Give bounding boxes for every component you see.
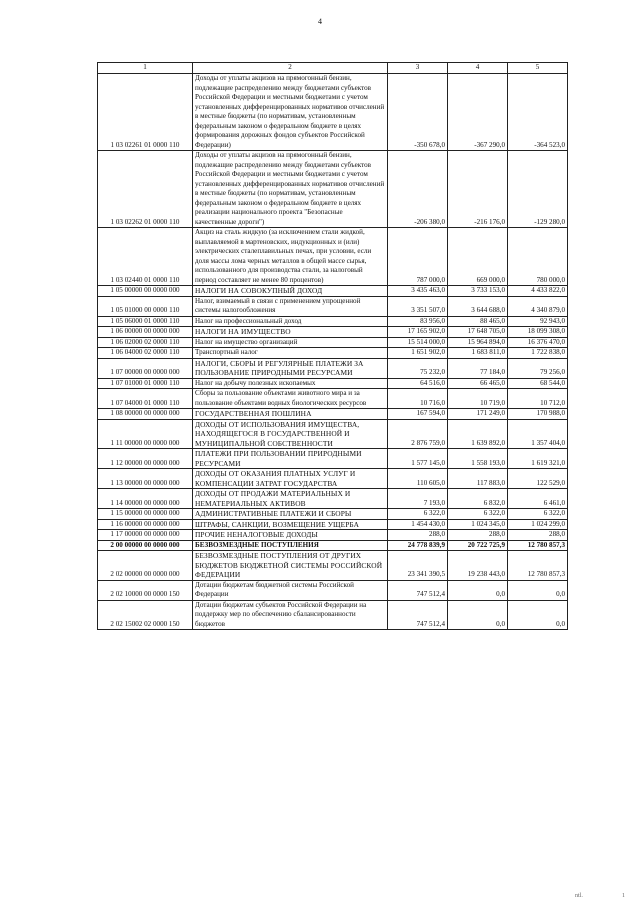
amount-col5-cell: 0,0: [508, 580, 568, 600]
amount-col3-cell: 3 351 507,0: [388, 296, 448, 316]
amount-col3-cell: 24 778 839,9: [388, 540, 448, 551]
amount-col5-cell: 10 712,0: [508, 389, 568, 409]
amount-col5-cell: 79 256,0: [508, 358, 568, 378]
revenue-name-cell: НАЛОГИ НА ИМУЩЕСТВО: [193, 327, 388, 338]
revenue-name-cell: Акциз на сталь жидкую (за исключением стали жидкой, выплавляемой в мартеновских, индукционных и (или) электрических сталеплавильных печах, при условии, если доля массы лома черных металлов в общей массе сырья, использованного для производства стали, за налоговый период составляет не менее 80 процентов): [193, 228, 388, 286]
footer-mark: 1: [622, 893, 625, 899]
amount-col3-cell: 3 435 463,0: [388, 286, 448, 297]
table-row: [98, 74, 568, 151]
revenue-name-cell: Налог на добычу полезных ископаемых: [193, 378, 388, 389]
budget-code-cell: 1 11 00000 00 0000 000: [98, 419, 193, 449]
amount-col4-cell: 88 465,0: [448, 316, 508, 327]
table-row: [98, 551, 568, 581]
amount-col3-cell: 747 512,4: [388, 580, 448, 600]
table-row: [98, 409, 568, 420]
amount-col3-cell: 747 512,4: [388, 600, 448, 630]
table-row: [98, 580, 568, 600]
amount-col5-cell: 18 099 308,0: [508, 327, 568, 338]
amount-col4-cell: 0,0: [448, 600, 508, 630]
column-header: 2: [193, 63, 388, 74]
revenue-name-cell: ПЛАТЕЖИ ПРИ ПОЛЬЗОВАНИИ ПРИРОДНЫМИ РЕСУРСАМИ: [193, 449, 388, 469]
amount-col3-cell: 787 000,0: [388, 228, 448, 286]
amount-col5-cell: 6 461,0: [508, 489, 568, 509]
amount-col3-cell: -206 380,0: [388, 151, 448, 228]
amount-col3-cell: 1 454 430,0: [388, 519, 448, 530]
amount-col4-cell: 669 000,0: [448, 228, 508, 286]
revenue-name-cell: Налог, взимаемый в связи с применением упрощенной системы налогообложения: [193, 296, 388, 316]
amount-col4-cell: -367 290,0: [448, 74, 508, 151]
amount-col4-cell: 17 648 705,0: [448, 327, 508, 338]
amount-col3-cell: 7 193,0: [388, 489, 448, 509]
table-row: [98, 348, 568, 359]
revenue-name-cell: Доходы от уплаты акцизов на прямогонный бензин, подлежащие распределению между бюджетами субъектов Российской Федерации и местными бюджетами с учетом установленных дифференцированных нормативов отчислений в местные бюджеты (по нормативам, установленным федеральным законом о федеральном бюджете в целях формирования дорожных фондов субъектов Российской Федерации): [193, 74, 388, 151]
budget-code-cell: 1 15 00000 00 0000 000: [98, 509, 193, 520]
amount-col3-cell: 1 577 145,0: [388, 449, 448, 469]
budget-revenue-table: [97, 62, 568, 630]
amount-col4-cell: 66 465,0: [448, 378, 508, 389]
table-row: [98, 316, 568, 327]
budget-code-cell: 1 05 01000 00 0000 110: [98, 296, 193, 316]
budget-code-cell: 1 16 00000 00 0000 000: [98, 519, 193, 530]
amount-col4-cell: 171 249,0: [448, 409, 508, 420]
budget-code-cell: 1 07 04000 01 0000 110: [98, 389, 193, 409]
table-row: [98, 509, 568, 520]
table-body: [98, 74, 568, 630]
table-row: [98, 151, 568, 228]
amount-col5-cell: 4 340 879,0: [508, 296, 568, 316]
page-number: 4: [318, 17, 322, 26]
amount-col3-cell: 23 341 390,5: [388, 551, 448, 581]
amount-col3-cell: 167 594,0: [388, 409, 448, 420]
revenue-name-cell: АДМИНИСТРАТИВНЫЕ ПЛАТЕЖИ И СБОРЫ: [193, 509, 388, 520]
table-row: [98, 228, 568, 286]
revenue-name-cell: Сборы за пользование объектами животного мира и за пользование объектами водных биологических ресурсов: [193, 389, 388, 409]
amount-col4-cell: 117 883,0: [448, 469, 508, 489]
budget-code-cell: 1 06 04000 02 0000 110: [98, 348, 193, 359]
amount-col4-cell: 288,0: [448, 530, 508, 541]
revenue-name-cell: ШТРАФЫ, САНКЦИИ, ВОЗМЕЩЕНИЕ УЩЕРБА: [193, 519, 388, 530]
revenue-name-cell: Дотации бюджетам бюджетной системы Российской Федерации: [193, 580, 388, 600]
amount-col5-cell: 4 433 822,0: [508, 286, 568, 297]
budget-code-cell: 1 07 00000 00 0000 000: [98, 358, 193, 378]
table-row: [98, 286, 568, 297]
revenue-name-cell: БЕЗВОЗМЕЗДНЫЕ ПОСТУПЛЕНИЯ: [193, 540, 388, 551]
amount-col3-cell: 6 322,0: [388, 509, 448, 520]
amount-col5-cell: 170 988,0: [508, 409, 568, 420]
table-row: [98, 519, 568, 530]
amount-col3-cell: 64 516,0: [388, 378, 448, 389]
amount-col5-cell: 122 529,0: [508, 469, 568, 489]
amount-col4-cell: 1 639 892,0: [448, 419, 508, 449]
revenue-name-cell: ГОСУДАРСТВЕННАЯ ПОШЛИНА: [193, 409, 388, 420]
amount-col5-cell: 68 544,0: [508, 378, 568, 389]
column-header: 5: [508, 63, 568, 74]
amount-col4-cell: 20 722 725,9: [448, 540, 508, 551]
column-header: 4: [448, 63, 508, 74]
amount-col3-cell: 83 956,0: [388, 316, 448, 327]
revenue-name-cell: ПРОЧИЕ НЕНАЛОГОВЫЕ ДОХОДЫ: [193, 530, 388, 541]
amount-col5-cell: 780 000,0: [508, 228, 568, 286]
budget-code-cell: 1 14 00000 00 0000 000: [98, 489, 193, 509]
revenue-name-cell: Доходы от уплаты акцизов на прямогонный бензин, подлежащие распределению между бюджетами субъектов Российской Федерации и местными бюджетами с учетом установленных дифференцированных нормативов отчислений в местные бюджеты (по нормативам, установленным федеральным законом о федеральном бюджете в целях реализации национального проекта "Безопасные качественные дороги"): [193, 151, 388, 228]
amount-col5-cell: 1 357 404,0: [508, 419, 568, 449]
table-row: [98, 469, 568, 489]
amount-col4-cell: -216 176,0: [448, 151, 508, 228]
amount-col3-cell: 15 514 000,0: [388, 337, 448, 348]
amount-col5-cell: 1 024 299,0: [508, 519, 568, 530]
table-row: [98, 530, 568, 541]
amount-col5-cell: 12 780 857,3: [508, 540, 568, 551]
amount-col4-cell: 77 184,0: [448, 358, 508, 378]
table-row: [98, 449, 568, 469]
amount-col4-cell: 3 733 153,0: [448, 286, 508, 297]
amount-col4-cell: 6 322,0: [448, 509, 508, 520]
revenue-name-cell: ДОХОДЫ ОТ ОКАЗАНИЯ ПЛАТНЫХ УСЛУГ И КОМПЕНСАЦИИ ЗАТРАТ ГОСУДАРСТВА: [193, 469, 388, 489]
budget-code-cell: 2 02 10000 00 0000 150: [98, 580, 193, 600]
revenue-name-cell: Налог на имущество организаций: [193, 337, 388, 348]
budget-code-cell: 1 17 00000 00 0000 000: [98, 530, 193, 541]
revenue-name-cell: ДОХОДЫ ОТ ПРОДАЖИ МАТЕРИАЛЬНЫХ И НЕМАТЕРИАЛЬНЫХ АКТИВОВ: [193, 489, 388, 509]
footer-mark: ntl.: [575, 893, 583, 899]
column-header: 1: [98, 63, 193, 74]
amount-col4-cell: 6 832,0: [448, 489, 508, 509]
amount-col5-cell: 6 322,0: [508, 509, 568, 520]
amount-col3-cell: 17 165 902,0: [388, 327, 448, 338]
amount-col5-cell: -129 280,0: [508, 151, 568, 228]
amount-col4-cell: 3 644 688,0: [448, 296, 508, 316]
budget-code-cell: 1 08 00000 00 0000 000: [98, 409, 193, 420]
amount-col3-cell: -350 678,0: [388, 74, 448, 151]
table-row: [98, 296, 568, 316]
budget-code-cell: 1 05 00000 00 0000 000: [98, 286, 193, 297]
revenue-name-cell: БЕЗВОЗМЕЗДНЫЕ ПОСТУПЛЕНИЯ ОТ ДРУГИХ БЮДЖЕТОВ БЮДЖЕТНОЙ СИСТЕМЫ РОССИЙСКОЙ ФЕДЕРАЦИИ: [193, 551, 388, 581]
table-row: [98, 378, 568, 389]
revenue-name-cell: Транспортный налог: [193, 348, 388, 359]
amount-col4-cell: 10 719,0: [448, 389, 508, 409]
revenue-name-cell: Налог на профессиональный доход: [193, 316, 388, 327]
budget-code-cell: 1 06 02000 02 0000 110: [98, 337, 193, 348]
budget-code-cell: 1 03 02262 01 0000 110: [98, 151, 193, 228]
amount-col4-cell: 0,0: [448, 580, 508, 600]
amount-col4-cell: 1 558 193,0: [448, 449, 508, 469]
amount-col4-cell: 15 964 894,0: [448, 337, 508, 348]
amount-col3-cell: 10 716,0: [388, 389, 448, 409]
revenue-name-cell: НАЛОГИ, СБОРЫ И РЕГУЛЯРНЫЕ ПЛАТЕЖИ ЗА ПОЛЬЗОВАНИЕ ПРИРОДНЫМИ РЕСУРСАМИ: [193, 358, 388, 378]
budget-code-cell: 1 12 00000 00 0000 000: [98, 449, 193, 469]
revenue-name-cell: Дотации бюджетам субъектов Российской Федерации на поддержку мер по обеспечению сбалансированности бюджетов: [193, 600, 388, 630]
budget-code-cell: 1 13 00000 00 0000 000: [98, 469, 193, 489]
budget-code-cell: 1 03 02261 01 0000 110: [98, 74, 193, 151]
budget-code-cell: 2 00 00000 00 0000 000: [98, 540, 193, 551]
amount-col5-cell: 16 376 470,0: [508, 337, 568, 348]
table-row: [98, 327, 568, 338]
table-row: [98, 540, 568, 551]
budget-code-cell: 1 07 01000 01 0000 110: [98, 378, 193, 389]
amount-col5-cell: 1 722 838,0: [508, 348, 568, 359]
amount-col5-cell: -364 523,0: [508, 74, 568, 151]
amount-col5-cell: 1 619 321,0: [508, 449, 568, 469]
amount-col4-cell: 1 683 811,0: [448, 348, 508, 359]
amount-col3-cell: 110 605,0: [388, 469, 448, 489]
table-row: [98, 389, 568, 409]
amount-col3-cell: 75 232,0: [388, 358, 448, 378]
amount-col3-cell: 288,0: [388, 530, 448, 541]
budget-code-cell: 1 05 06000 01 0000 110: [98, 316, 193, 327]
budget-code-cell: 1 06 00000 00 0000 000: [98, 327, 193, 338]
amount-col5-cell: 0,0: [508, 600, 568, 630]
table-row: [98, 358, 568, 378]
amount-col4-cell: 19 238 443,0: [448, 551, 508, 581]
table-row: [98, 489, 568, 509]
amount-col5-cell: 288,0: [508, 530, 568, 541]
amount-col5-cell: 12 780 857,3: [508, 551, 568, 581]
column-header: 3: [388, 63, 448, 74]
amount-col4-cell: 1 024 345,0: [448, 519, 508, 530]
revenue-name-cell: ДОХОДЫ ОТ ИСПОЛЬЗОВАНИЯ ИМУЩЕСТВА, НАХОДЯЩЕГОСЯ В ГОСУДАРСТВЕННОЙ И МУНИЦИПАЛЬНОЙ СОБСТВЕННОСТИ: [193, 419, 388, 449]
table-row: [98, 337, 568, 348]
table-row: [98, 600, 568, 630]
table-header-row: [98, 63, 568, 74]
budget-code-cell: 2 02 00000 00 0000 000: [98, 551, 193, 581]
table-row: [98, 419, 568, 449]
amount-col3-cell: 2 876 759,0: [388, 419, 448, 449]
amount-col5-cell: 92 943,0: [508, 316, 568, 327]
amount-col3-cell: 1 651 902,0: [388, 348, 448, 359]
budget-code-cell: 1 03 02440 01 0000 110: [98, 228, 193, 286]
revenue-name-cell: НАЛОГИ НА СОВОКУПНЫЙ ДОХОД: [193, 286, 388, 297]
budget-code-cell: 2 02 15002 02 0000 150: [98, 600, 193, 630]
